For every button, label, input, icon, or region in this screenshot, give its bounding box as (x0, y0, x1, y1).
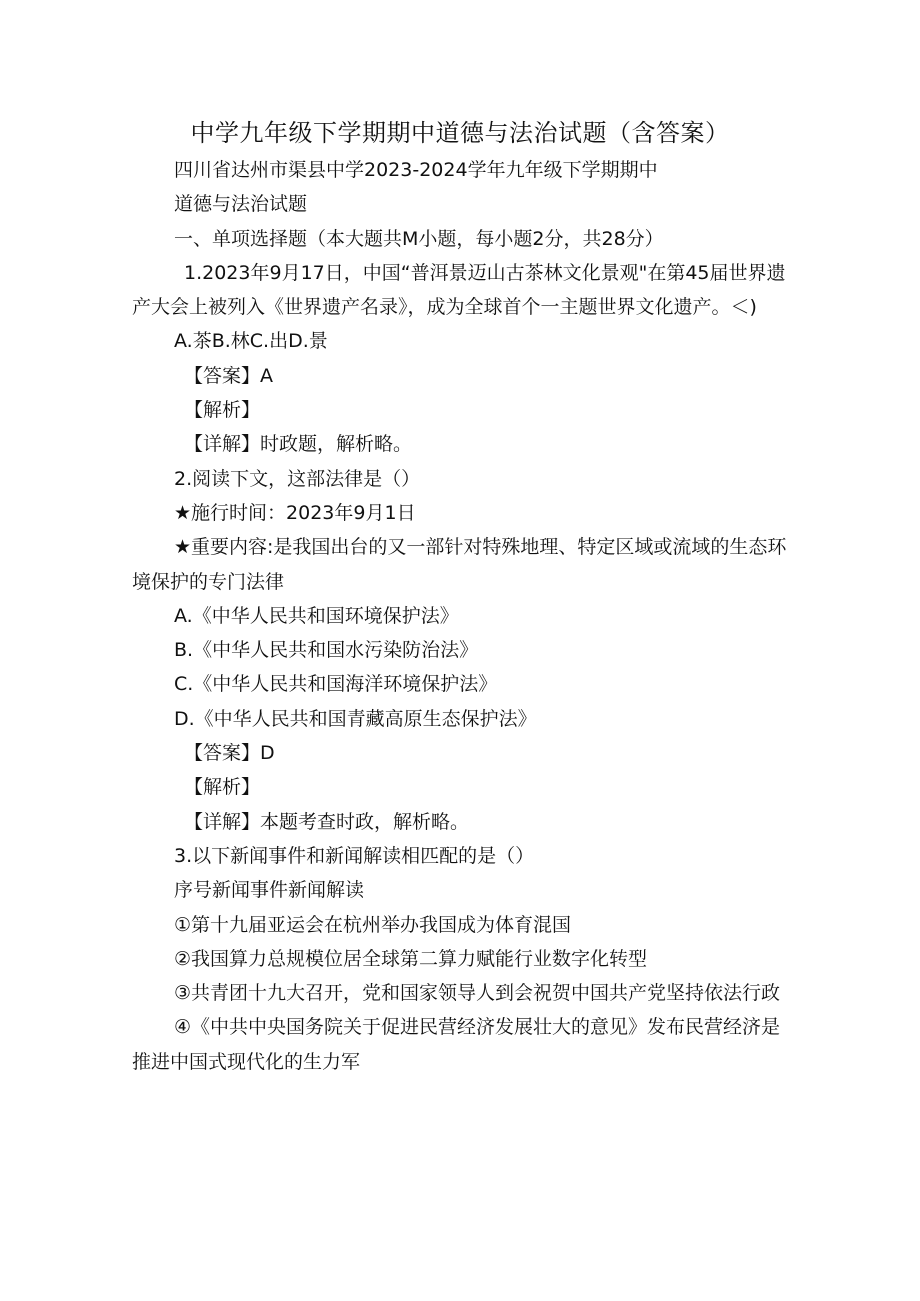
question-3-item-3: ③共青团十九大召开，党和国家领导人到会祝贺中国共产党坚持依法行政 (174, 982, 781, 1005)
question-3-item-1: ①第十九届亚运会在杭州举办我国成为体育混国 (174, 913, 572, 936)
paragraph-subject: 道德与法治试题 (174, 193, 308, 216)
question-2-stem: 2.阅读下文，这部法律是（） (174, 467, 421, 490)
question-3-item-4: ④《中共中央国务院关于促进民营经济发展壮大的意见》发布民营经济是推进中国式现代化的生力军 (132, 1016, 781, 1073)
question-3-item-2: ②我国算力总规模位居全球第二算力赋能行业数字化转型 (174, 947, 648, 970)
question-2-option-d: D.《中华人民共和国青藏高原生态保护法》 (174, 707, 537, 730)
question-2-option-c: C.《中华人民共和国海洋环境保护法》 (174, 673, 498, 696)
question-3-table-header: 序号新闻事件新闻解读 (174, 879, 365, 902)
question-1-analysis-label: 【解析】 (184, 399, 261, 422)
question-2-analysis-label: 【解析】 (184, 776, 261, 799)
question-1-answer: 【答案】A (184, 364, 273, 387)
question-1-explanation: 【详解】时政题，解析略。 (184, 433, 413, 456)
question-2-option-a: A.《中华人民共和国环境保护法》 (174, 604, 459, 627)
document-body (132, 153, 794, 1079)
question-1-stem: 1.2023年9月17日，中国“普洱景迈山古茶林文化景观"在第45届世界遗产大会上被列入《世界遗产名录》，成为全球首个一主题世界文化遗产。＜) (132, 261, 786, 319)
paragraph-school-header: 四川省达州市渠县中学2023-2024学年九年级下学期期中 (174, 159, 658, 181)
question-2-key-content: ★重要内容:是我国出台的又一部针对特殊地理、特定区域或流域的生态环境保护的专门法律 (132, 536, 787, 593)
question-2-option-b: B.《中华人民共和国水污染防治法》 (174, 639, 479, 662)
section-heading-single-choice: 一、单项选择题（本大题共M小题，每小题2分，共28分） (174, 227, 664, 250)
question-2-effective-date: ★施行时间：2023年9月1日 (174, 501, 416, 524)
question-1-options: A.茶B.林C.出D.景 (174, 330, 328, 353)
question-2-explanation: 【详解】本题考查时政，解析略。 (184, 810, 470, 833)
document-title: 中学九年级下学期期中道德与法治试题（含答案） (190, 119, 730, 147)
question-2-answer: 【答案】D (184, 742, 275, 765)
question-3-stem: 3.以下新闻事件和新闻解读相匹配的是（） (174, 844, 535, 867)
